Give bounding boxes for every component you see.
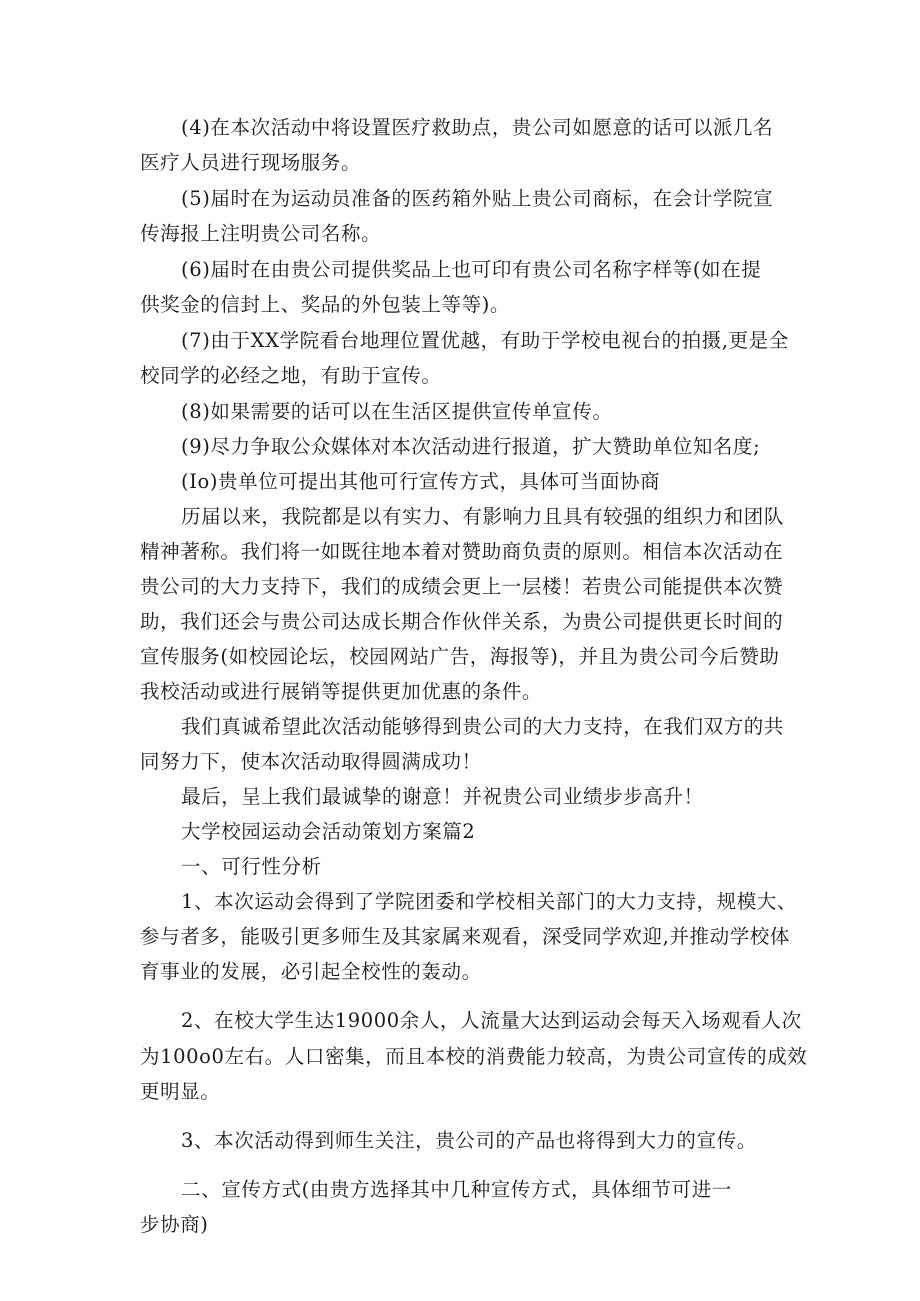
text-line: (8)如果需要的话可以在生活区提供宣传单宣传。	[181, 400, 613, 423]
text-line: 为100o0左右。人口密集，而且本校的消费能力较高，为贵公司宣传的成效	[140, 1045, 808, 1068]
subsection-heading: 二、宣传方式(由贵方选择其中几种宣传方式，具体细节可进一	[181, 1178, 732, 1201]
text-line: 3、本次活动得到师生关注，贵公司的产品也将得到大力的宣传。	[181, 1129, 757, 1152]
text-line: 历届以来，我院都是以有实力、有影响力且具有较强的组织力和团队	[181, 505, 785, 528]
text-line: 校同学的必经之地，有助于宣传。	[140, 364, 442, 387]
text-line: (Io)贵单位可提出其他可行宣传方式，具体可当面协商	[181, 470, 661, 493]
text-line: (9)尽力争取公众媒体对本次活动进行报道，扩大赞助单位知名度;	[181, 435, 761, 458]
text-line: 育事业的发展，必引起全校性的轰动。	[140, 960, 482, 983]
text-line: 更明显。	[140, 1080, 221, 1103]
text-line: 助，我们还会与贵公司达成长期合作伙伴关系，为贵公司提供更长时间的	[140, 610, 784, 633]
text-line: 最后，呈上我们最诚挚的谢意！并祝贵公司业绩步步高升！	[181, 785, 704, 808]
text-line: 医疗人员进行现场服务。	[140, 151, 362, 174]
text-line: 同努力下，使本次活动取得圆满成功！	[140, 750, 482, 773]
text-line: 1、本次运动会得到了学院团委和学校相关部门的大力支持，规模大、	[181, 890, 798, 913]
text-line: 我校活动或进行展销等提供更加优惠的条件。	[140, 680, 543, 703]
text-line: (4)在本次活动中将设置医疗救助点，贵公司如愿意的话可以派几名	[181, 116, 774, 139]
text-line: 宣传服务(如校园论坛，校园网站广告，海报等)，并且为贵公司今后赞助	[140, 645, 780, 668]
text-line: 供奖金的信封上、奖品的外包装上等等)。	[140, 293, 511, 316]
subsection-heading: 一、可行性分析	[181, 855, 322, 878]
text-line: (5)届时在为运动员准备的医药箱外贴上贵公司商标，在会计学院宣	[181, 187, 774, 210]
text-line: 贵公司的大力支持下，我们的成绩会更上一层楼！若贵公司能提供本次赞	[140, 575, 784, 598]
text-line: 精神著称。我们将一如既往地本着对赞助商负责的原则。相信本次活动在	[140, 540, 784, 563]
text-line: (7)由于XX学院看台地理位置优越，有助于学校电视台的拍摄,更是全	[181, 329, 789, 352]
text-line: 步协商)	[140, 1213, 209, 1236]
text-line: 传海报上注明贵公司名称。	[140, 222, 382, 245]
text-line: 我们真诚希望此次活动能够得到贵公司的大力支持，在我们双方的共	[181, 715, 785, 738]
text-line: 2、在校大学生达19000余人，人流量大达到运动会每天入场观看人次	[181, 1009, 802, 1032]
text-line: 参与者多，能吸引更多师生及其家属来观看，深受同学欢迎,并推动学校体	[140, 925, 790, 948]
text-line: (6)届时在由贵公司提供奖品上也可印有贵公司名称字样等(如在提	[181, 258, 762, 281]
section-heading: 大学校园运动会活动策划方案篇2	[181, 820, 476, 843]
